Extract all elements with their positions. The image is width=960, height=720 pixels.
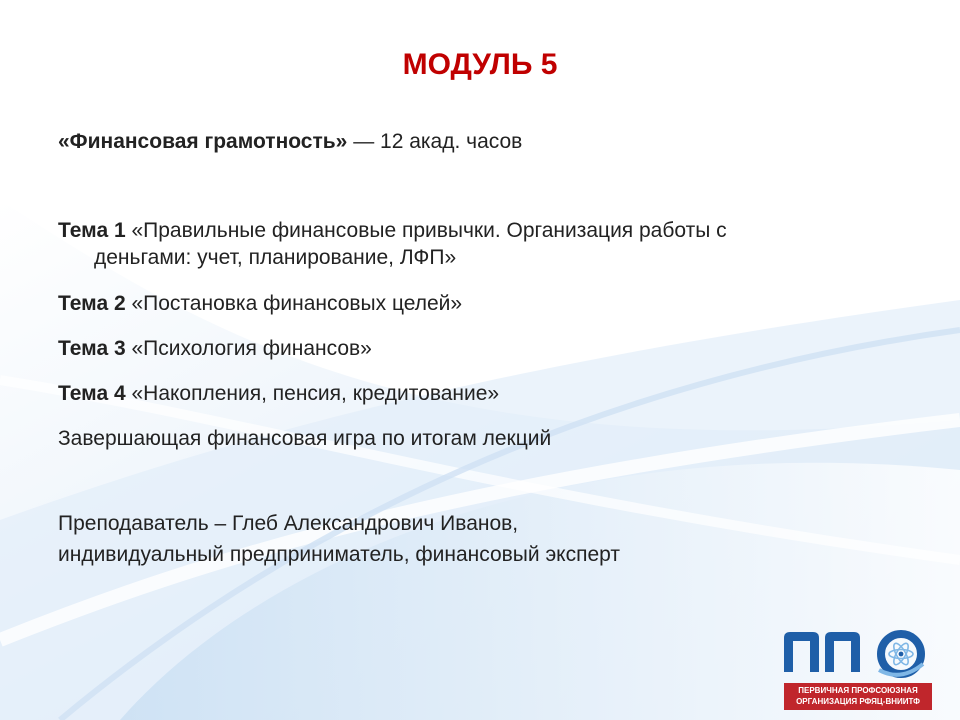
topic-label: Тема 4 — [58, 382, 126, 405]
logo-caption-line-2: ОРГАНИЗАЦИЯ РФЯЦ-ВНИИТФ — [796, 697, 920, 706]
course-name: «Финансовая грамотность» — [58, 130, 348, 153]
topic-4 — [58, 380, 499, 407]
topic-2 — [58, 290, 462, 317]
topic-label: Тема 3 — [58, 337, 126, 360]
teacher-line-2: индивидуальный предприниматель, финансовый эксперт — [58, 543, 620, 566]
topic-text: «Постановка финансовых целей» — [125, 292, 463, 315]
slide-title: МОДУЛЬ 5 — [402, 48, 558, 81]
teacher-line-1: Преподаватель – Глеб Александрович Иванов, — [58, 512, 519, 535]
logo-caption — [784, 683, 932, 710]
topic-1 — [58, 217, 727, 244]
course-line — [58, 128, 522, 155]
topic-1-continuation: деньгами: учет, планирование, ЛФП» — [94, 246, 457, 269]
topic-label: Тема 1 — [58, 219, 126, 242]
topic-text: «Правильные финансовые привычки. Организация работы с — [125, 219, 727, 242]
topic-3 — [58, 335, 372, 362]
topic-label: Тема 2 — [58, 292, 126, 315]
topic-text: «Накопления, пенсия, кредитование» — [125, 382, 500, 405]
topic-text: «Психология финансов» — [125, 337, 372, 360]
final-game: Завершающая финансовая игра по итогам лекций — [58, 427, 552, 450]
logo-caption-line-1: ПЕРВИЧНАЯ ПРОФСОЮЗНАЯ — [798, 686, 918, 695]
course-duration: — 12 акад. часов — [347, 130, 523, 153]
